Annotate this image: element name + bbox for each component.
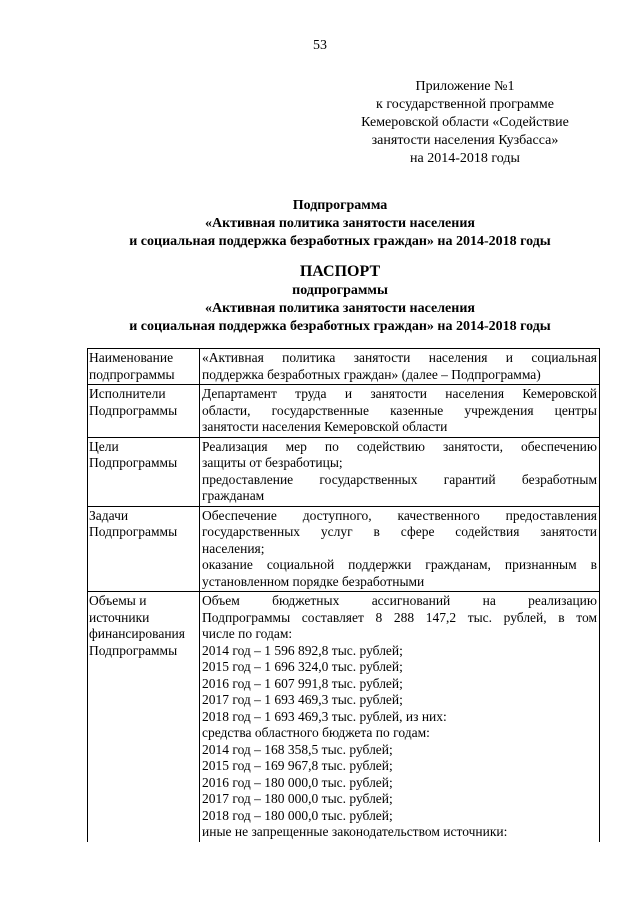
row-label-cell	[88, 506, 200, 592]
row-value-line: средства областного бюджета по годам:	[202, 725, 430, 740]
table-row	[88, 385, 600, 438]
row-label-line: Подпрограммы	[89, 524, 178, 539]
row-label-line: источники	[89, 609, 150, 625]
passport-title	[60, 262, 620, 336]
row-value-line: «Активная политика занятости населения и социальная	[202, 350, 597, 365]
row-label-line: подпрограммы	[89, 366, 175, 382]
row-value-cell	[200, 506, 600, 592]
row-value-cell	[200, 385, 600, 438]
row-value-line: защиты от безработицы;	[202, 455, 343, 470]
row-label-line: Исполнители	[89, 386, 166, 401]
row-value-line: поддержка безработных граждан» (далее – Подпрограмма)	[202, 366, 541, 382]
row-value-line: установленном порядке безработными	[202, 573, 425, 589]
row-value-line: 2017 год – 1 693 469,3 тыс. рублей;	[202, 692, 403, 707]
row-label-line: Подпрограммы	[89, 642, 178, 658]
row-value-line: области, государственные казенные учреждения центры	[202, 402, 597, 418]
subprogram-title	[60, 197, 620, 251]
row-value-line: 2014 год – 1 596 892,8 тыс. рублей;	[202, 642, 403, 658]
row-value-cell	[200, 349, 600, 385]
passport-table-body	[88, 349, 600, 842]
row-label-cell	[88, 437, 200, 506]
row-value-line: Обеспечение доступного, качественного предоставления	[202, 507, 597, 523]
row-value-line: 2016 год – 1 607 991,8 тыс. рублей;	[202, 675, 403, 691]
row-label-cell	[88, 385, 200, 438]
subprogram-title-line: и социальная поддержка безработных граждан» на 2014-2018 годы	[129, 234, 551, 249]
row-label-line: Наименование	[89, 350, 174, 365]
passport-title-line: и социальная поддержка безработных граждан» на 2014-2018 годы	[129, 319, 551, 334]
passport-title-line: подпрограммы	[292, 283, 388, 298]
table-row	[88, 349, 600, 385]
row-label-cell	[88, 349, 200, 385]
appendix-note	[340, 78, 590, 168]
row-label-cell	[88, 592, 200, 842]
row-value-line: 2015 год – 1 696 324,0 тыс. рублей;	[202, 659, 403, 674]
subprogram-title-line: «Активная политика занятости населения	[205, 216, 475, 231]
row-value-line: 2015 год – 169 967,8 тыс. рублей;	[202, 758, 393, 773]
row-value-line: числе по годам:	[202, 626, 293, 641]
appendix-line: на 2014-2018 годы	[410, 151, 520, 166]
page-number: 53	[313, 38, 327, 53]
row-value-line: занятости населения Кемеровской области	[202, 419, 448, 434]
table-row	[88, 437, 600, 506]
row-value-line: 2014 год – 168 358,5 тыс. рублей;	[202, 741, 393, 757]
row-value-line: 2018 год – 1 693 469,3 тыс. рублей, из них:	[202, 708, 447, 724]
passport-title-line: «Активная политика занятости населения	[205, 301, 475, 316]
row-value-line: 2017 год – 180 000,0 тыс. рублей;	[202, 791, 393, 806]
passport-heading: ПАСПОРТ	[299, 263, 381, 280]
row-value-line: населения;	[202, 540, 265, 556]
row-label-line: Цели	[89, 438, 119, 454]
appendix-line: к государственной программе	[376, 97, 554, 112]
table-row	[88, 506, 600, 592]
row-value-line: Объем бюджетных ассигнований на реализацию	[202, 593, 597, 608]
row-label-line: финансирования	[89, 626, 185, 641]
appendix-line: Кемеровской области «Содействие	[361, 115, 569, 130]
row-value-line: оказание социальной поддержки гражданам, признанным в	[202, 557, 597, 572]
passport-table	[87, 348, 600, 842]
row-value-line: иные не запрещенные законодательством источники:	[202, 824, 508, 839]
row-value-line: Департамент труда и занятости населения Кемеровской	[202, 386, 597, 401]
row-label-line: Подпрограммы	[89, 455, 178, 470]
table-row	[88, 592, 600, 842]
row-value-line: предоставление государственных гарантий безработным	[202, 471, 597, 487]
row-value-cell	[200, 437, 600, 506]
row-value-line: гражданам	[202, 488, 265, 503]
row-value-line: 2016 год – 180 000,0 тыс. рублей;	[202, 774, 393, 790]
appendix-line: занятости населения Кузбасса»	[371, 133, 559, 148]
appendix-line: Приложение №1	[415, 79, 515, 94]
row-label-line: Объемы и	[89, 593, 147, 608]
subprogram-title-line: Подпрограмма	[292, 198, 388, 213]
row-value-cell	[200, 592, 600, 842]
row-value-line: Реализация мер по содействию занятости, обеспечению	[202, 438, 597, 454]
row-value-line: 2018 год – 180 000,0 тыс. рублей;	[202, 807, 393, 823]
row-value-line: государственных услуг в сфере содействия занятости	[202, 524, 597, 539]
row-label-line: Подпрограммы	[89, 402, 178, 418]
row-value-line: Подпрограммы составляет 8 288 147,2 тыс. рублей, в том	[202, 609, 597, 625]
row-label-line: Задачи	[89, 507, 129, 523]
